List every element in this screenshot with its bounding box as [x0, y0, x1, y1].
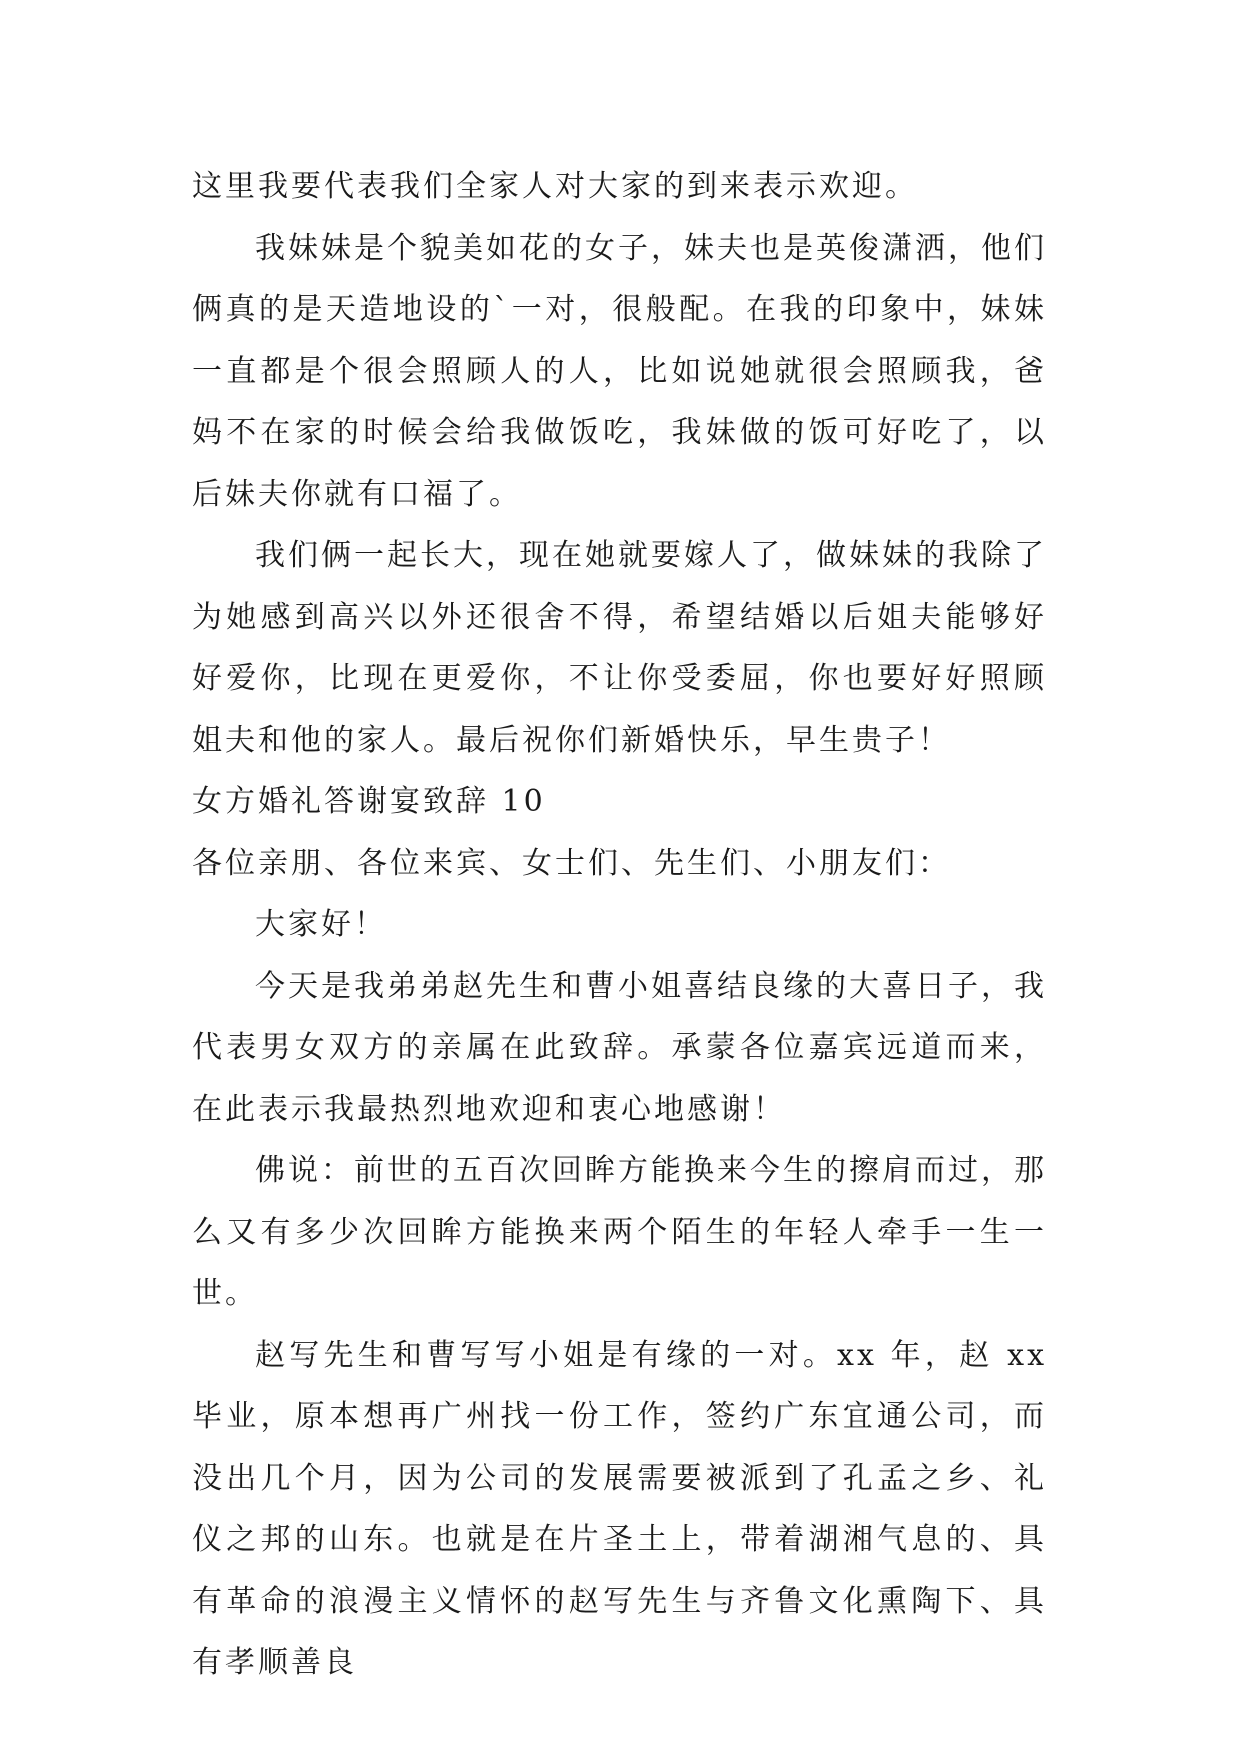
section-heading: 女方婚礼答谢宴致辞 10	[192, 784, 546, 819]
paragraph-welcome: 这里我要代表我们全家人对大家的到来表示欢迎。	[192, 169, 918, 204]
paragraph-grew-up-together: 我们俩一起长大，现在她就要嫁人了，做妹妹的我除了为她感到高兴以外还很舍不得，希望结婚以后姐夫能够好好爱你，比现在更爱你，不让你受委屈，你也要好好照顾姐夫和他的家人。最后祝你们新婚快乐，早生贵子！	[192, 538, 1047, 758]
paragraph-occasion: 今天是我弟弟赵先生和曹小姐喜结良缘的大喜日子，我代表男女双方的亲属在此致辞。承蒙各位嘉宾远道而来，在此表示我最热烈地欢迎和衷心地感谢！	[192, 968, 1047, 1127]
paragraph-greeting: 大家好！	[255, 907, 387, 942]
paragraph-buddha-quote: 佛说：前世的五百次回眸方能换来今生的擦肩而过，那么又有多少次回眸方能换来两个陌生的年轻人牵手一生一世。	[192, 1153, 1047, 1311]
paragraph-salutation: 各位亲朋、各位来宾、女士们、先生们、小朋友们：	[192, 845, 951, 881]
paragraph-sister-description: 我妹妹是个貌美如花的女子，妹夫也是英俊潇洒，他们俩真的是天造地设的`一对，很般配。在我的印象中，妹妹一直都是个很会照顾人的人，比如说她就很会照顾我，爸妈不在家的时候会给我做饭吃，我妹做的饭可好吃了，以后妹夫你就有口福了。	[192, 230, 1047, 512]
document-body	[192, 156, 1047, 1694]
paragraph-couple-story: 赵写先生和曹写写小姐是有缘的一对。xx 年，赵 xx 毕业，原本想再广州找一份工作，签约广东宜通公司，而没出几个月，因为公司的发展需要被派到了孔孟之乡、礼仪之邦的山东。也就是在片圣土上，带着湖湘气息的、具有革命的浪漫主义情怀的赵写先生与齐鲁文化熏陶下、具有孝顺善良	[192, 1337, 1047, 1680]
